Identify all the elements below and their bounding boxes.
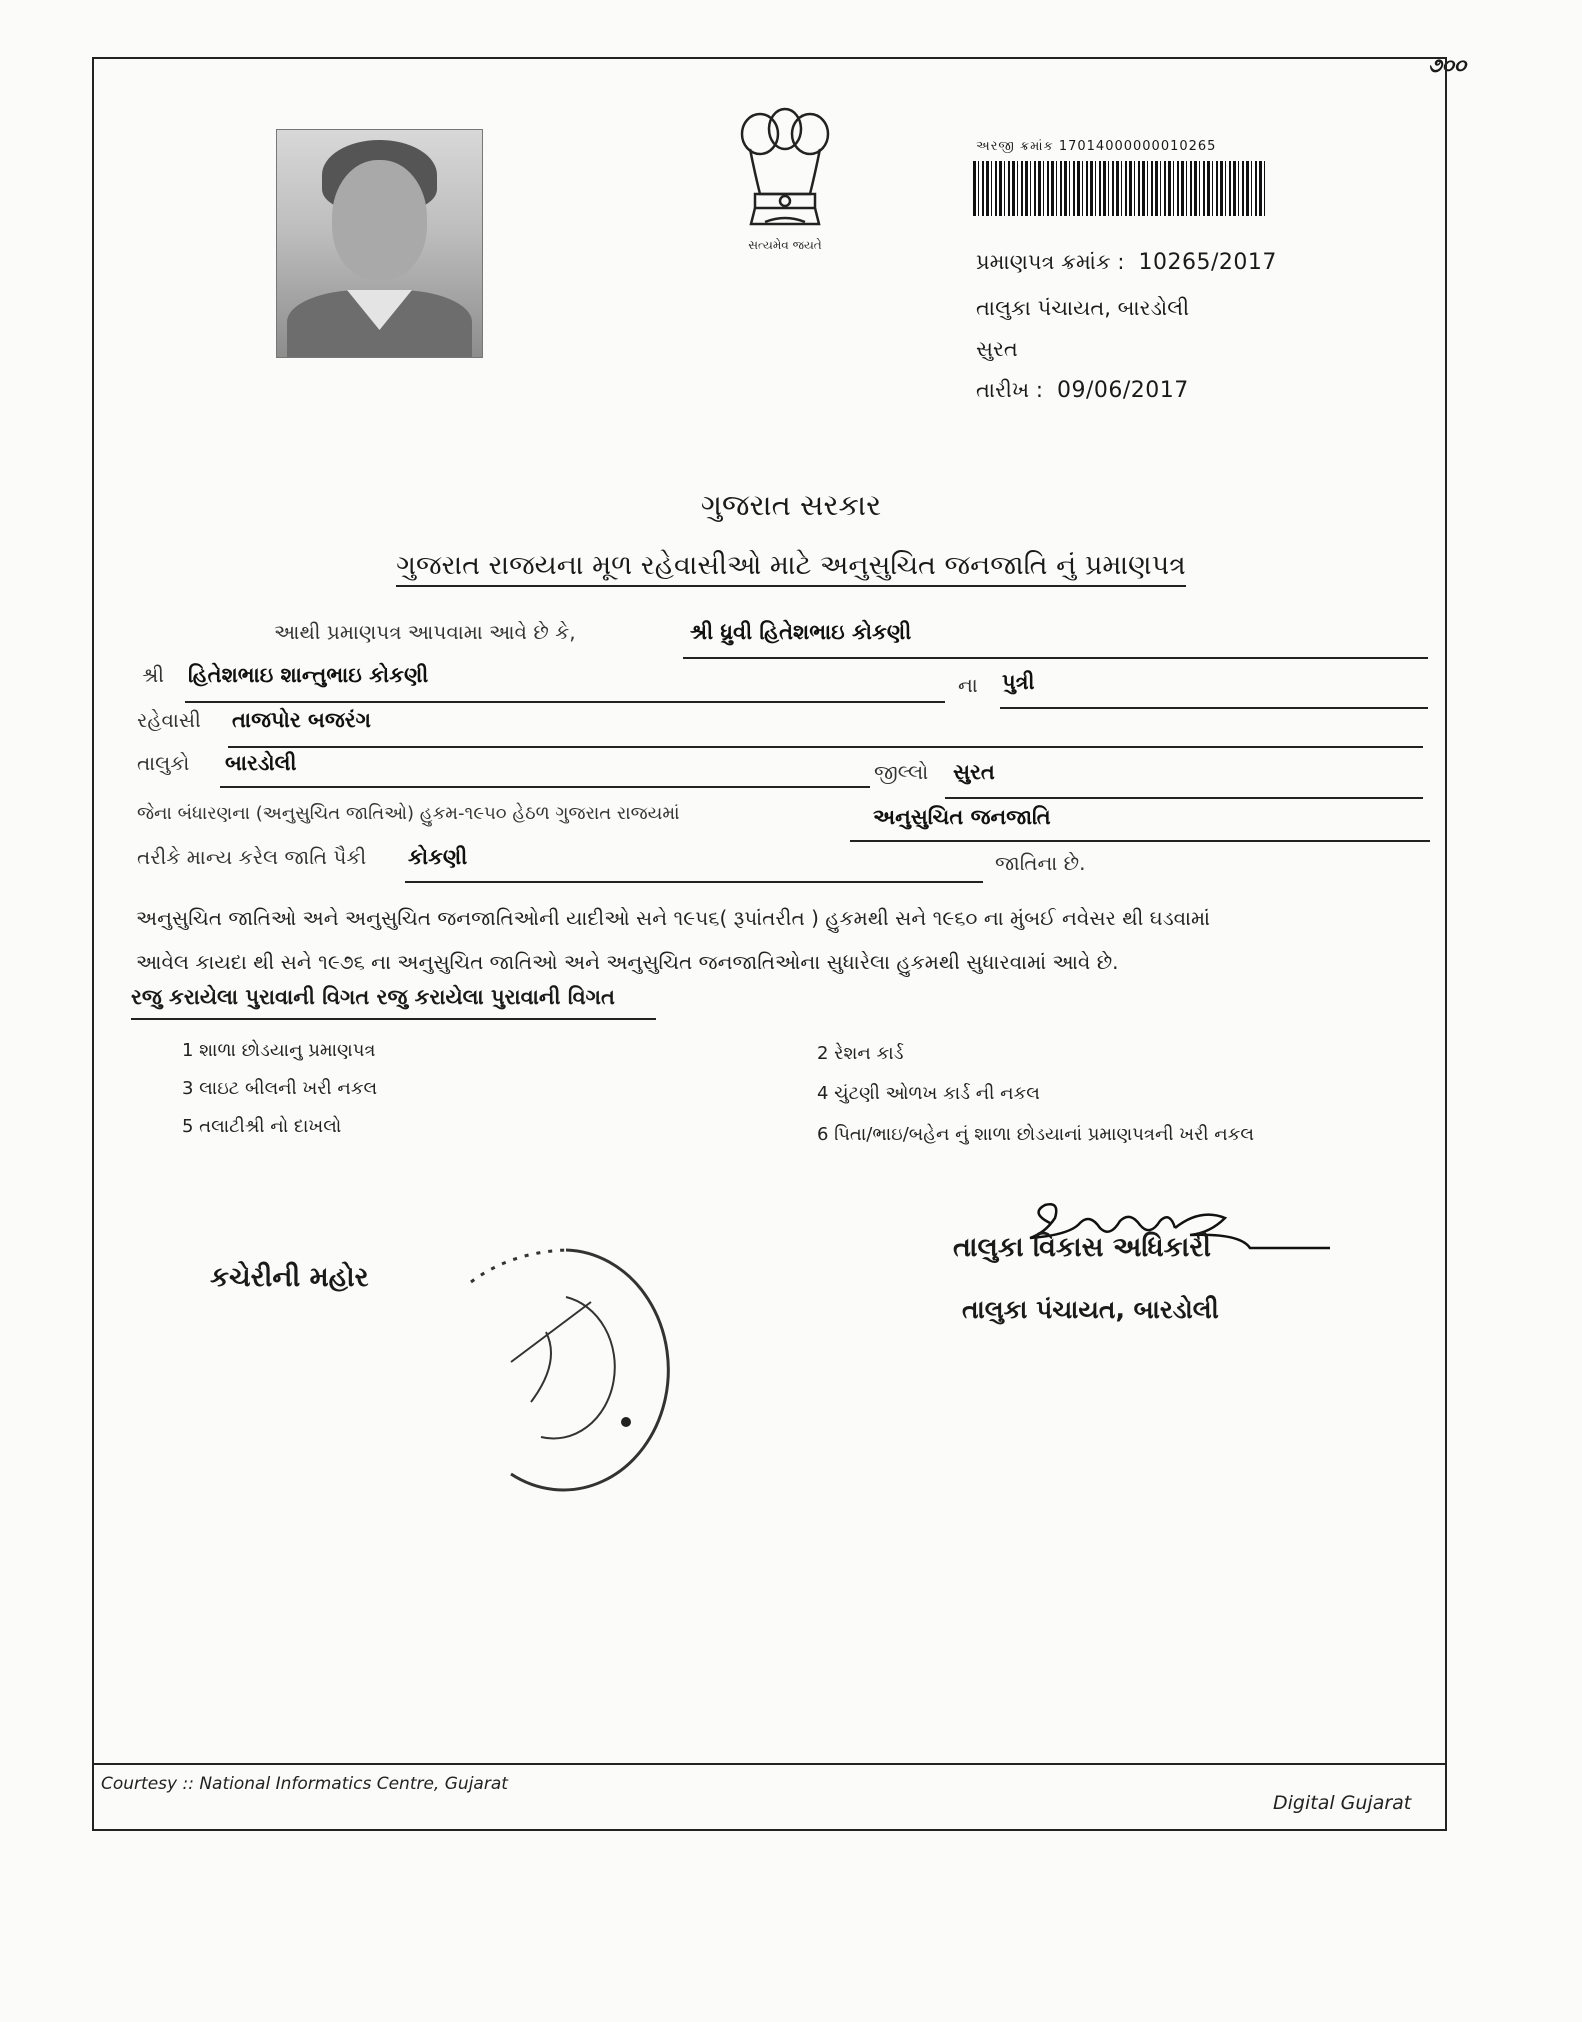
underline — [185, 701, 945, 703]
legal-paragraph-line-2: આવેલ કાયદા થી સને ૧૯૭૬ ના અનુસુચિત જાતિઓ અને અનુસુચિત જનજાતિઓના સુધારેલા હુકમથી સુધારવામાં આવે છે. — [136, 950, 1119, 974]
taluka-label: તાલુકો — [137, 751, 190, 775]
applicant-name: શ્રી ધ્રુવી હિતેશભાઇ કોકણી — [690, 620, 912, 644]
emblem-motto: સત્યમેવ જયતે — [748, 238, 822, 252]
legal-paragraph-line-1: અનુસુચિત જાતિઓ અને અનુસુચિત જનજાતિઓની યાદીઓ સને ૧૯૫૬( રૂપાંતરીત ) હુકમથી સને ૧૯૬૦ ના મુંબઈ નવેસર થી ઘડવામાં — [136, 906, 1211, 930]
signatory-title: તાલુકા વિકાસ અધિકારી — [953, 1232, 1212, 1263]
applicant-photo — [276, 129, 483, 358]
government-title: ગુજરાત સરકાર — [700, 488, 882, 522]
office-seal-label: કચેરીની મહોર — [210, 1262, 369, 1293]
office-seal-stamp — [451, 1242, 681, 1502]
application-number: અરજી ક્રમાંક 17014000000010265 — [976, 139, 1217, 154]
handwritten-page-number: ૭૦૦ — [1428, 53, 1466, 77]
document-item: 3 લાઇટ બીલની ખરી નકલ — [182, 1078, 378, 1099]
order-label: જેના બંધારણના (અનુસુચિત જાતિઓ) હુકમ-૧૯૫૦ હેઠળ ગુજરાત રાજયમાં — [137, 803, 680, 824]
heading-underline — [131, 1018, 656, 1020]
recognized-label: તરીકે માન્ય કરેલ જાતિ પૈકી — [137, 845, 367, 869]
document-item: 6 પિતા/ભાઇ/બહેન નું શાળા છોડયાનાં પ્રમાણપત્રની ખરી નકલ — [817, 1124, 1254, 1145]
underline — [683, 657, 1428, 659]
caste-value: કોકણી — [408, 845, 468, 869]
issue-date-row — [976, 378, 1189, 403]
certificate-number: 10265/2017 — [1138, 250, 1277, 275]
relation: પુત્રી — [1002, 670, 1035, 694]
signatory-office: તાલુકા પંચાયત, બારડોલી — [962, 1295, 1219, 1324]
caste-suffix: જાતિના છે. — [995, 851, 1086, 875]
district-value: સુરત — [953, 760, 995, 784]
taluka-value: બારડોલી — [225, 751, 297, 775]
certificate-number-row — [976, 250, 1277, 275]
parent-name: હિતેશભાઇ શાન્તુભાઇ કોકણી — [188, 663, 429, 687]
certificate-number-label: પ્રમાણપત્ર ક્રમાંક : — [976, 250, 1125, 274]
underline — [850, 840, 1430, 842]
certificate-title: ગુજરાત રાજયના મૂળ રહેવાસીઓ માટે અનુસુચિત જનજાતિ નું પ્રમાણપત્ર — [0, 550, 1582, 582]
na-label: ના — [958, 673, 978, 697]
issue-date: 09/06/2017 — [1056, 378, 1189, 403]
underline — [945, 797, 1423, 799]
district-label: જીલ્લો — [874, 760, 929, 784]
residence-label: રહેવાસી — [137, 708, 201, 732]
underline — [1000, 707, 1428, 709]
issuing-office: તાલુકા પંચાયત, બારડોલી — [976, 296, 1190, 320]
underline — [405, 881, 983, 883]
underline — [228, 746, 1423, 748]
residence-value: તાજપોર બજરંગ — [232, 708, 371, 732]
shri-label: શ્રી — [142, 663, 165, 687]
document-item: 4 ચુંટણી ઓળખ કાર્ડ ની નકલ — [817, 1083, 1040, 1104]
document-item: 2 રેશન કાર્ડ — [817, 1043, 904, 1064]
document-item: 1 શાળા છોડયાનુ પ્રમાણપત્ર — [182, 1040, 376, 1061]
footer-courtesy: Courtesy :: National Informatics Centre, Gujarat — [101, 1774, 508, 1794]
footer-brand: Digital Gujarat — [1273, 1792, 1412, 1814]
category-value: અનુસુચિત જનજાતિ — [873, 805, 1051, 829]
issuing-district: સુરત — [976, 337, 1018, 361]
date-label: તારીખ : — [976, 378, 1043, 402]
documents-heading: રજુ કરાયેલા પુરાવાની વિગત રજુ કરાયેલા પુરાવાની વિગત — [131, 985, 615, 1009]
underline — [220, 786, 870, 788]
national-emblem-icon — [725, 104, 845, 254]
barcode — [973, 161, 1265, 216]
document-item: 5 તલાટીશ્રી નો દાખલો — [182, 1116, 342, 1137]
intro-label: આથી પ્રમાણપત્ર આપવામા આવે છે કે, — [274, 620, 576, 644]
